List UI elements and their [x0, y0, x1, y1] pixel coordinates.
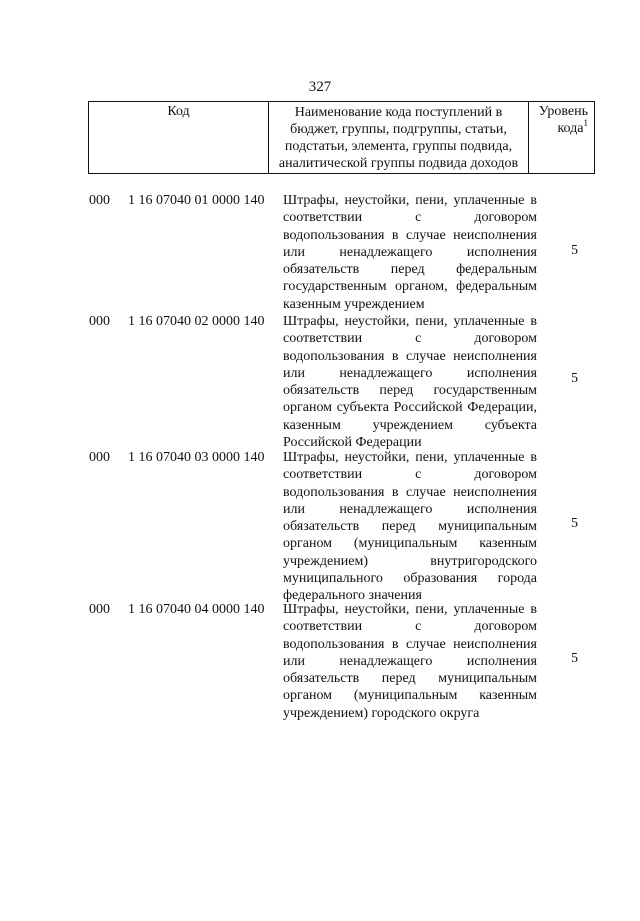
table-header: [88, 101, 595, 174]
row-description: Штрафы, неустойки, пени, уплаченные в соответствии с договором водопользования в случае неисполнения или ненадлежащего исполнения обязательств перед государственным органом субъекта Российской Федерации, казенным учреждением субъекта Российской Федерации: [283, 314, 537, 451]
row-description: Штрафы, неустойки, пени, уплаченные в соответствии с договором водопользования в случае неисполнения или ненадлежащего исполнения обязательств перед муниципальным органом (муниципальным казенным учреждением) городского округа: [283, 602, 537, 721]
row-prefix: 000: [89, 602, 110, 617]
row-level: 5: [571, 651, 578, 666]
header-level-label: Уровень кода: [538, 104, 588, 136]
row-code: 1 16 07040 03 0000 140: [128, 450, 265, 465]
row-code: 1 16 07040 02 0000 140: [128, 314, 265, 329]
header-code: Код: [89, 102, 269, 174]
row-code: 1 16 07040 04 0000 140: [128, 602, 265, 617]
row-prefix: 000: [89, 450, 110, 465]
row-level: 5: [571, 516, 578, 531]
header-level: [529, 102, 595, 174]
row-prefix: 000: [89, 193, 110, 208]
row-level: 5: [571, 243, 578, 258]
row-code: 1 16 07040 01 0000 140: [128, 193, 265, 208]
header-name: Наименование кода поступлений в бюджет, группы, подгруппы, статьи, подстатьи, элемента, группы подвида, аналитической группы подвида доходов: [269, 102, 529, 174]
page-number: 327: [308, 79, 332, 95]
row-level: 5: [571, 371, 578, 386]
row-description: Штрафы, неустойки, пени, уплаченные в соответствии с договором водопользования в случае неисполнения или ненадлежащего исполнения обязательств перед муниципальным органом (муниципальным казенным учреждением) внутригородского муниципального образования города федерального значения: [283, 450, 537, 604]
footnote-marker: 1: [583, 118, 588, 128]
row-description: Штрафы, неустойки, пени, уплаченные в соответствии с договором водопользования в случае неисполнения или ненадлежащего исполнения обязательств перед федеральным государственным органом, федеральным казенным учреждением: [283, 193, 537, 312]
row-prefix: 000: [89, 314, 110, 329]
